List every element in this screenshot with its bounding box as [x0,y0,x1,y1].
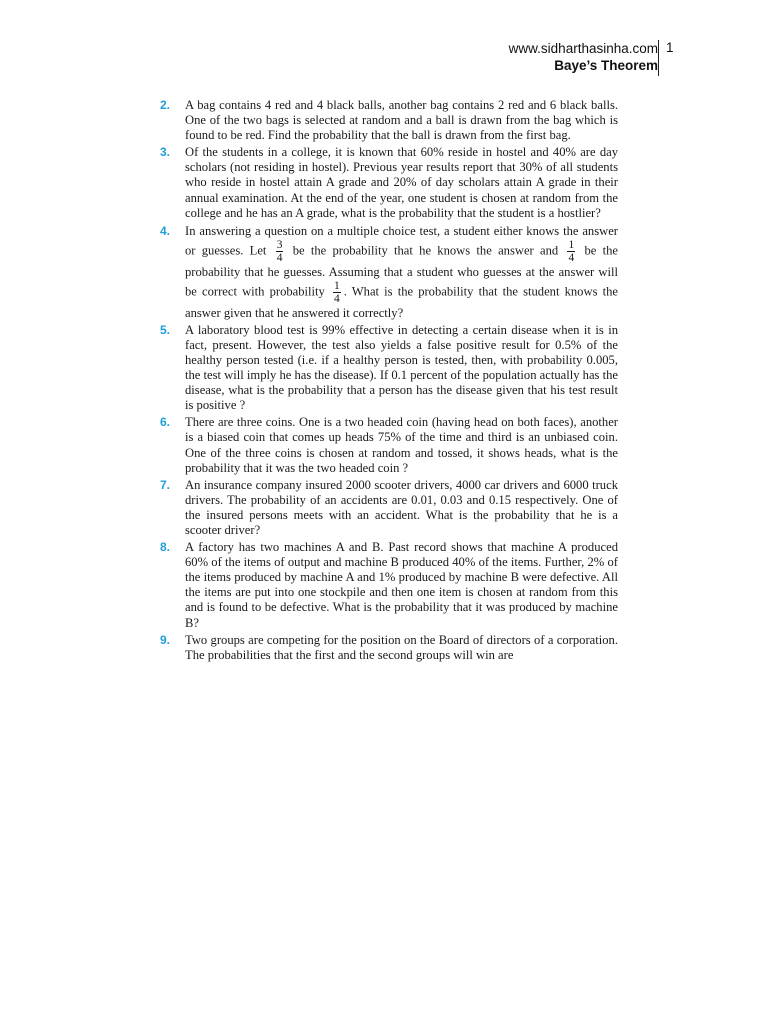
question-number: 3. [160,145,171,160]
question-text: An insurance company insured 2000 scooter drivers, 4000 car drivers and 6000 truck drivers. The probability of an accidents are 0.01, 0.03 and 0.15 respectively. One of the insured persons meets with an accident. What is the probability that he is a scooter driver? [185,477,618,537]
question-text: Of the students in a college, it is known that 60% reside in hostel and 40% are day scholars (not residing in hostel). Previous year results report that 30% of all students who reside in hostel attain A grade and 20% of day scholars attain A grade in their annual examination. At the end of the year, one student is chosen at random from the college and he has an A grade, what is the probability that the student is a hostlier? [185,145,618,220]
question-list [160,98,618,665]
question-5 [160,323,618,414]
question-2 [160,98,618,143]
question-text-part: . What is the probability that the student knows the answer given that he answered it correctly? [185,284,618,320]
question-text: A factory has two machines A and B. Past record shows that machine A produced 60% of the items of output and machine B produced 40% of the items. Further, 2% of the items produced by machine A and 1% produced by machine B were defective. All the items are put into one stockpile and then one item is chosen at random from this and is found to be defective. What is the probability that it was produced by machine B? [185,540,618,630]
fraction-numerator: 1 [333,279,340,292]
question-text: A bag contains 4 red and 4 black balls, another bag contains 2 red and 6 black balls. One of the two bags is selected at random and a ball is drawn from the bag which is found to be red. Find the probability that the ball is drawn from the first bag. [185,98,618,143]
question-number: 6. [160,415,171,430]
question-text-part: In answering a question on a multiple choice test, a student either knows the answer or guesses. Let [185,223,618,258]
question-text-part: be the probability that he knows the answer and [292,243,559,258]
fraction-denominator: 4 [568,251,575,264]
fraction-one-quarter [333,280,341,305]
question-8 [160,540,618,631]
fraction-numerator: 3 [276,238,283,251]
question-text: There are three coins. One is a two headed coin (having head on both faces), another is a biased coin that comes up heads 75% of the time and third is an unbiased coin. One of the three coins is chosen at random and tossed, it shows heads, what is the probability that it was the two headed coin ? [185,415,618,475]
question-number: 7. [160,477,171,492]
question-3 [160,145,618,220]
question-number: 9. [160,632,171,647]
fraction-three-quarters [276,239,284,264]
document-title: Baye’s Theorem [554,58,658,73]
question-number: 5. [160,322,171,337]
question-text-part: be the probability that he guesses. Assuming that a student who guesses at the answer will be correct with probability [185,243,618,299]
question-6 [160,415,618,475]
question-number: 4. [160,223,171,238]
question-4 [160,223,618,321]
fraction-one-quarter [567,239,575,264]
fraction-denominator: 4 [333,292,340,305]
website-url: www.sidharthasinha.com [508,41,658,56]
question-9 [160,633,618,663]
question-text: Two groups are competing for the position on the Board of directors of a corporation. The probabilities that the first and the second groups will win are [185,632,618,662]
fraction-denominator: 4 [276,251,283,264]
question-7 [160,478,618,538]
header-divider [658,40,659,76]
question-number: 2. [160,98,171,112]
fraction-numerator: 1 [568,238,575,251]
question-text: A laboratory blood test is 99% effective in detecting a certain disease when it is in fact, present. However, the test also yields a false positive result for 0.5% of the healthy person tested (i.e. if a healthy person is tested, then, with probability 0.005, the test will imply he has the disease). If 0.1 percent of the population actually has the disease, what is the probability that a person has the disease given that his test result is positive ? [185,322,618,413]
page-header [509,40,658,74]
page-number: 1 [666,40,674,55]
question-number: 8. [160,540,171,555]
